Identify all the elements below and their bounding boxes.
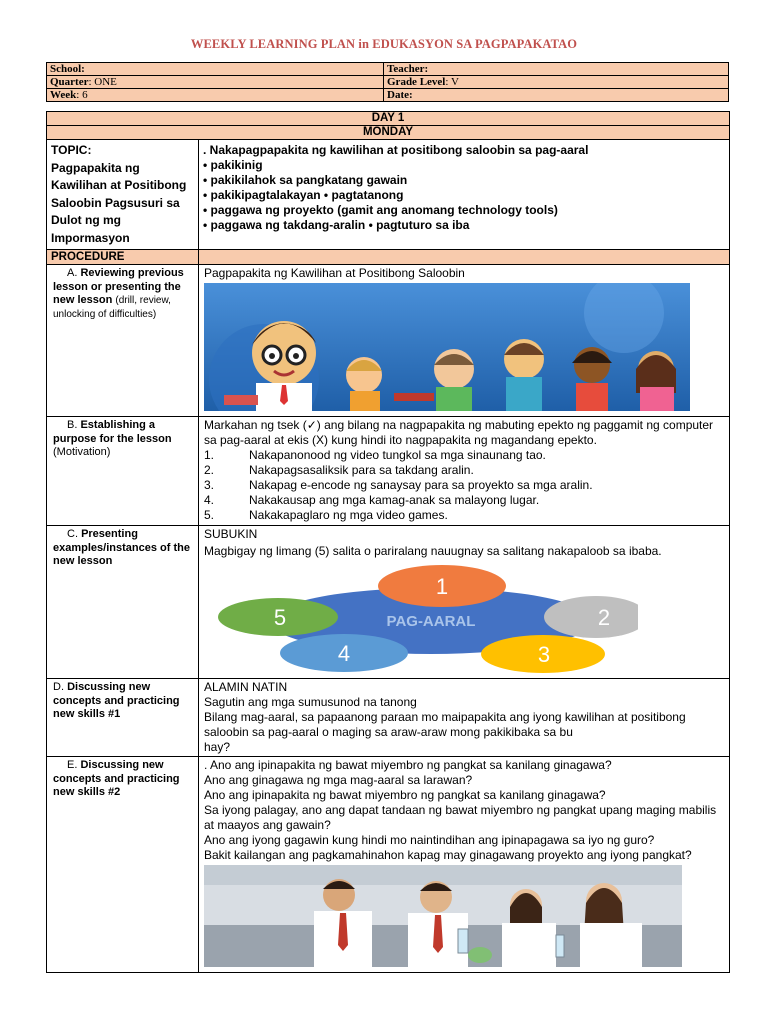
item-number: 3. xyxy=(204,478,215,492)
school-label: School: xyxy=(50,63,85,75)
list-item xyxy=(204,493,724,508)
competency-item: • pakikilahok sa pangkatang gawain xyxy=(203,173,408,187)
section-e-line: Sa iyong palagay, ano ang dapat tandaan ng bawat miyembro ng pangkat upang maging mabilis at maayos ang gawain? xyxy=(204,803,717,832)
section-a-note: (drill, review, unlocking of difficulties) xyxy=(53,295,171,320)
quarter-cell xyxy=(47,76,384,89)
section-e-line: Ano ang ipinapakita ng bawat miyembro ng pangkat sa kanilang ginagawa? xyxy=(204,788,606,802)
section-d-line: Sagutin ang mga sumusunod na tanong xyxy=(204,695,417,709)
list-item xyxy=(204,508,724,523)
competency-item: • paggawa ng proyekto (gamit ang anomang technology tools) xyxy=(203,203,558,217)
week-label: Week xyxy=(50,89,77,101)
competencies-cell xyxy=(199,140,730,250)
section-d-title: Discussing new concepts and practicing new skills #1 xyxy=(53,681,180,720)
section-d-line: Bilang mag-aaral, sa papaanong paraan mo maipapakita ang iyong kawilihan at positibong saloobin sa pag-aaral o maging sa araw-araw mong pakikibaka sa bu xyxy=(204,710,686,739)
item-text: Nakapagsasaliksik para sa takdang aralin. xyxy=(249,463,474,477)
section-c-heading: SUBUKIN xyxy=(204,527,258,541)
weekday-label: MONDAY xyxy=(47,126,730,140)
topic-text: Pagpapakita ng Kawilihan at Positibong Saloobin Pagsusuri sa Dulot ng mg Impormasyon xyxy=(51,160,187,245)
item-text: Nakakapaglaro ng mga video games. xyxy=(249,508,448,522)
list-item xyxy=(204,478,724,493)
teacher-label: Teacher: xyxy=(387,63,429,75)
bubble-5-number: 5 xyxy=(273,605,287,630)
date-label: Date: xyxy=(387,89,413,101)
week-value: : 6 xyxy=(76,89,88,101)
students-lab-photo xyxy=(204,865,682,967)
info-table xyxy=(46,62,729,102)
section-c-content xyxy=(199,526,730,679)
section-d-line: ALAMIN NATIN xyxy=(204,680,288,694)
section-a-label xyxy=(47,265,199,417)
item-text: Nakakausap ang mga kamag-anak sa malayong lugar. xyxy=(249,493,540,507)
section-e-letter: E. xyxy=(67,759,78,771)
bubble-4-number: 4 xyxy=(337,641,351,666)
center-word: PAG-AARAL xyxy=(386,613,476,630)
section-a-letter: A. xyxy=(67,267,78,279)
grade-label: Grade Level xyxy=(387,76,446,88)
school-cell xyxy=(47,63,384,76)
section-b-note: (Motivation) xyxy=(53,446,111,458)
procedure-label: PROCEDURE xyxy=(47,250,199,265)
competency-item: . Nakapagpapakita ng kawilihan at positibong saloobin sa pag-aaral xyxy=(203,143,589,157)
section-b-label xyxy=(47,417,199,526)
item-text: Nakapanonood ng video tungkol sa mga sinaunang tao. xyxy=(249,448,546,462)
item-number: 1. xyxy=(204,448,215,462)
bubble-3-number: 3 xyxy=(537,642,551,667)
section-c-label xyxy=(47,526,199,679)
grade-value: : V xyxy=(445,76,459,88)
item-number: 2. xyxy=(204,463,215,477)
section-d-content xyxy=(199,679,730,757)
section-e-line: Ano ang ginagawa ng mga mag-aaral sa larawan? xyxy=(204,773,473,787)
teacher-cell xyxy=(384,63,729,76)
quarter-label: Quarter xyxy=(50,76,89,88)
section-e-title: Discussing new concepts and practicing new skills #2 xyxy=(53,759,180,798)
list-item xyxy=(204,463,724,478)
item-number: 4. xyxy=(204,493,215,507)
topic-label: TOPIC: xyxy=(51,143,92,157)
competency-item: • pakikinig xyxy=(203,158,263,172)
section-a-content xyxy=(199,265,730,417)
section-b-content xyxy=(199,417,730,526)
procedure-blank xyxy=(199,250,730,265)
children-illustration xyxy=(204,283,690,411)
section-e-content xyxy=(199,757,730,973)
bubble-2-number: 2 xyxy=(597,605,611,630)
topic-cell xyxy=(47,140,199,250)
section-b-intro: Markahan ng tsek (✓) ang bilang na nagpapakita ng mabuting epekto ng paggamit ng computer sa pag-aaral at ekis (X) kung hindi ito nagpapakita ng magandang epekto. xyxy=(204,418,714,447)
section-a-title: Reviewing previous lesson or presenting the new lesson xyxy=(53,267,184,306)
section-e-line: Bakit kailangan ang pagkamahinahon kapag may ginagawang proyekto ang iyong pangkat? xyxy=(204,848,692,862)
section-e-label xyxy=(47,757,199,973)
section-a-caption: Pagpapakita ng Kawilihan at Positibong Saloobin xyxy=(204,266,465,280)
grade-cell xyxy=(384,76,729,89)
section-d-label xyxy=(47,679,199,757)
section-c-title: Presenting examples/instances of the new lesson xyxy=(53,528,190,567)
word-map-diagram xyxy=(218,563,638,673)
plan-table xyxy=(46,111,730,973)
document-title: WEEKLY LEARNING PLAN in EDUKASYON SA PAGPAPAKATAO xyxy=(190,37,578,51)
section-b-letter: B. xyxy=(67,419,78,431)
competency-item: • pakikipagtalakayan • pagtatanong xyxy=(203,188,404,202)
quarter-value: : ONE xyxy=(88,76,117,88)
competency-item: • paggawa ng takdang-aralin • pagtuturo sa iba xyxy=(203,218,470,232)
section-e-line: Ano ang iyong gagawin kung hindi mo naintindihan ang ipinapagawa sa iyo ng guro? xyxy=(204,833,655,847)
date-cell xyxy=(384,89,729,102)
week-cell xyxy=(47,89,384,102)
section-d-line: hay? xyxy=(204,740,231,754)
section-e-line: . Ano ang ipinapakita ng bawat miyembro ng pangkat sa kanilang ginagawa? xyxy=(204,758,612,772)
item-number: 5. xyxy=(204,508,215,522)
section-d-letter: D. xyxy=(53,681,64,693)
bubble-1-number: 1 xyxy=(435,574,449,599)
day-label: DAY 1 xyxy=(47,112,730,126)
section-c-letter: C. xyxy=(67,528,78,540)
section-c-instruction: Magbigay ng limang (5) salita o pariralang nauugnay sa salitang nakapaloob sa ibaba. xyxy=(204,544,662,558)
item-text: Nakapag e-encode ng sanaysay para sa proyekto sa mga aralin. xyxy=(249,478,593,492)
list-item xyxy=(204,448,724,463)
section-b-title: Establishing a purpose for the lesson xyxy=(53,419,172,445)
